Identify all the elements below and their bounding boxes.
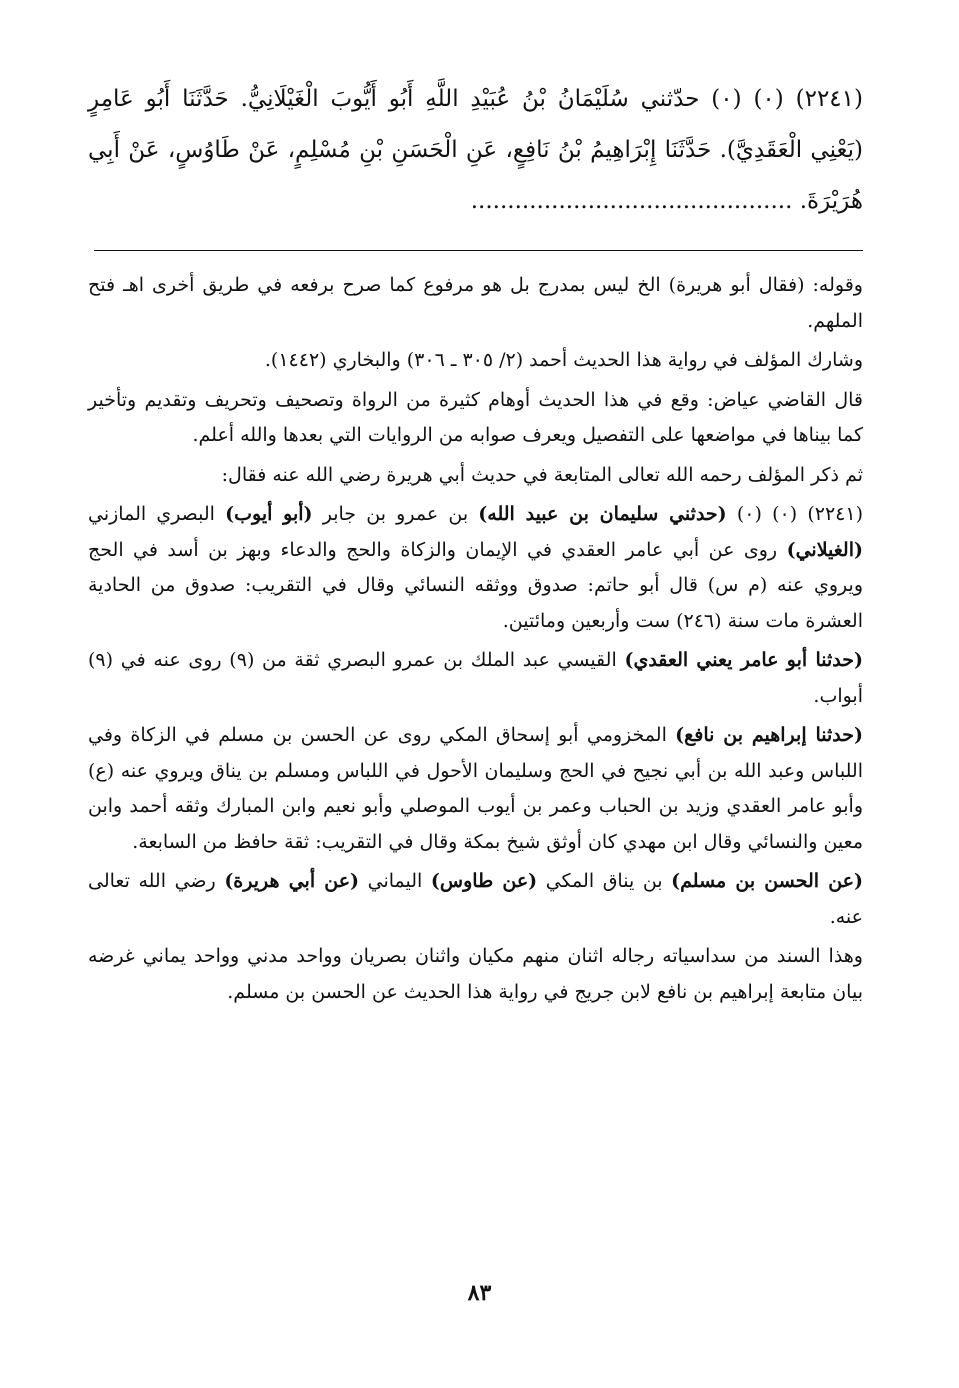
narrator-heading: (حدثنا إبراهيم بن نافع) bbox=[675, 724, 863, 746]
narrator-biography: رضي الله تعالى عنه. bbox=[88, 870, 863, 928]
narrator-heading: (حدثني سليمان بن عبيد الله) bbox=[478, 503, 727, 525]
narrator-laqab: (الغيلاني) bbox=[786, 538, 863, 561]
section-divider bbox=[94, 250, 863, 251]
narrator-biography: القيسي عبد الملك بن عمرو البصري ثقة من (٩) روى عنه في (٩) أبواب. bbox=[88, 649, 863, 707]
narrator-biography: المخزومي أبو إسحاق المكي روى عن الحسن بن مسلم في الزكاة وفي اللباس وعبد الله بن أبي نجيح في الحج وسليمان الأحول في اللباس ومسلم بن يناق ويروي عنه (ع) وأبو عامر العقدي وزيد بن الحباب وعمر بن أيوب الموصلي وأبو نعيم وابن المبارك وثقه أحمد وابن معين والنسائي وقال ابن مهدي كان أوثق شيخ بمكة وقال في التقريب: ثقة حافظ من السابعة. bbox=[88, 724, 863, 853]
narrator-heading: (حدثنا أبو عامر يعني العقدي) bbox=[624, 649, 863, 671]
narrator-heading: (عن الحسن بن مسلم) bbox=[671, 870, 863, 892]
commentary-paragraph-3: قال القاضي عياض: وقع في هذا الحديث أوهام كثيرة من الرواة وتصحيف وتحريف وتقديم وتأخير كما بيناها في مواضعها على التفصيل ويعرف صوابه من الروايات التي بعدها والله أعلم. bbox=[88, 388, 863, 446]
narrator-lineage: بن عمرو بن جابر bbox=[312, 503, 479, 525]
commentary-paragraph-4: ثم ذكر المؤلف رحمه الله تعالى المتابعة في حديث أبي هريرة رضي الله عنه فقال: bbox=[221, 463, 863, 486]
narrator-nisba: البصري المازني bbox=[88, 503, 226, 525]
hadith-dots: ............................................ bbox=[470, 188, 793, 214]
narrator-lineage: بن يناق المكي bbox=[537, 870, 672, 892]
narrator-biography: روى عن أبي عامر العقدي في الإيمان والزكاة والحج والدعاء وبهز بن أسد في الحج ويروي عنه (م س) قال أبو حاتم: صدوق ووثقه النسائي وقال في التقريب: صدوق من الحادية العشرة مات سنة (٢٤٦) ست وأربعين ومائتين. bbox=[88, 538, 863, 632]
narrator-kunya: (أبو أيوب) bbox=[225, 503, 313, 525]
commentary-paragraph-9: وهذا السند من سداسياته رجاله اثنان منهم مكيان واثنان بصريان وواحد مدني وواحد يماني غرضه بيان متابعة إبراهيم بن نافع لابن جريج في رواية هذا الحديث عن الحسن بن مسلم. bbox=[88, 945, 863, 1003]
commentary-paragraph-7 bbox=[88, 718, 863, 860]
commentary-block bbox=[88, 268, 863, 1014]
commentary-paragraph-8 bbox=[88, 864, 863, 935]
commentary-paragraph-5 bbox=[88, 497, 863, 639]
narrator-heading: (عن أبي هريرة) bbox=[224, 870, 360, 892]
page-number: ٨٣ bbox=[467, 1280, 492, 1306]
narrator-heading: (عن طاوس) bbox=[430, 870, 538, 892]
hadith-text: (٢٢٤١) (٠) (٠) حدّثني سُلَيْمَانُ بْنُ عُبَيْدِ اللَّهِ أَبُو أَيُّوبَ الْغَيْلَانِيُّ. حَدَّثَنَا أَبُو عَامِرٍ (يَعْنِي الْعَقَدِيَّ). حَدَّثَنَا إِبْرَاهِيمُ بْنُ نَافِعٍ، عَنِ الْحَسَنِ بْنِ مُسْلِمٍ، عَنْ طَاوُسٍ، عَنْ أَبِي هُرَيْرَةَ. bbox=[88, 86, 863, 214]
commentary-paragraph-2: وشارك المؤلف في رواية هذا الحديث أحمد (٢/ ٣٠٥ ـ ٣٠٦) والبخاري (١٤٤٢). bbox=[264, 349, 863, 371]
hadith-text-block bbox=[88, 74, 863, 227]
narrator-nisba: اليماني bbox=[359, 870, 431, 892]
commentary-paragraph-6 bbox=[88, 643, 863, 714]
commentary-paragraph-1: وقوله: (فقال أبو هريرة) الخ ليس بمدرج بل هو مرفوع كما صرح برفعه في طريق أخرى اهـ فتح الملهم. bbox=[88, 274, 863, 332]
hadith-number-ref: (٢٢٤١) (٠) (٠) bbox=[726, 503, 863, 525]
